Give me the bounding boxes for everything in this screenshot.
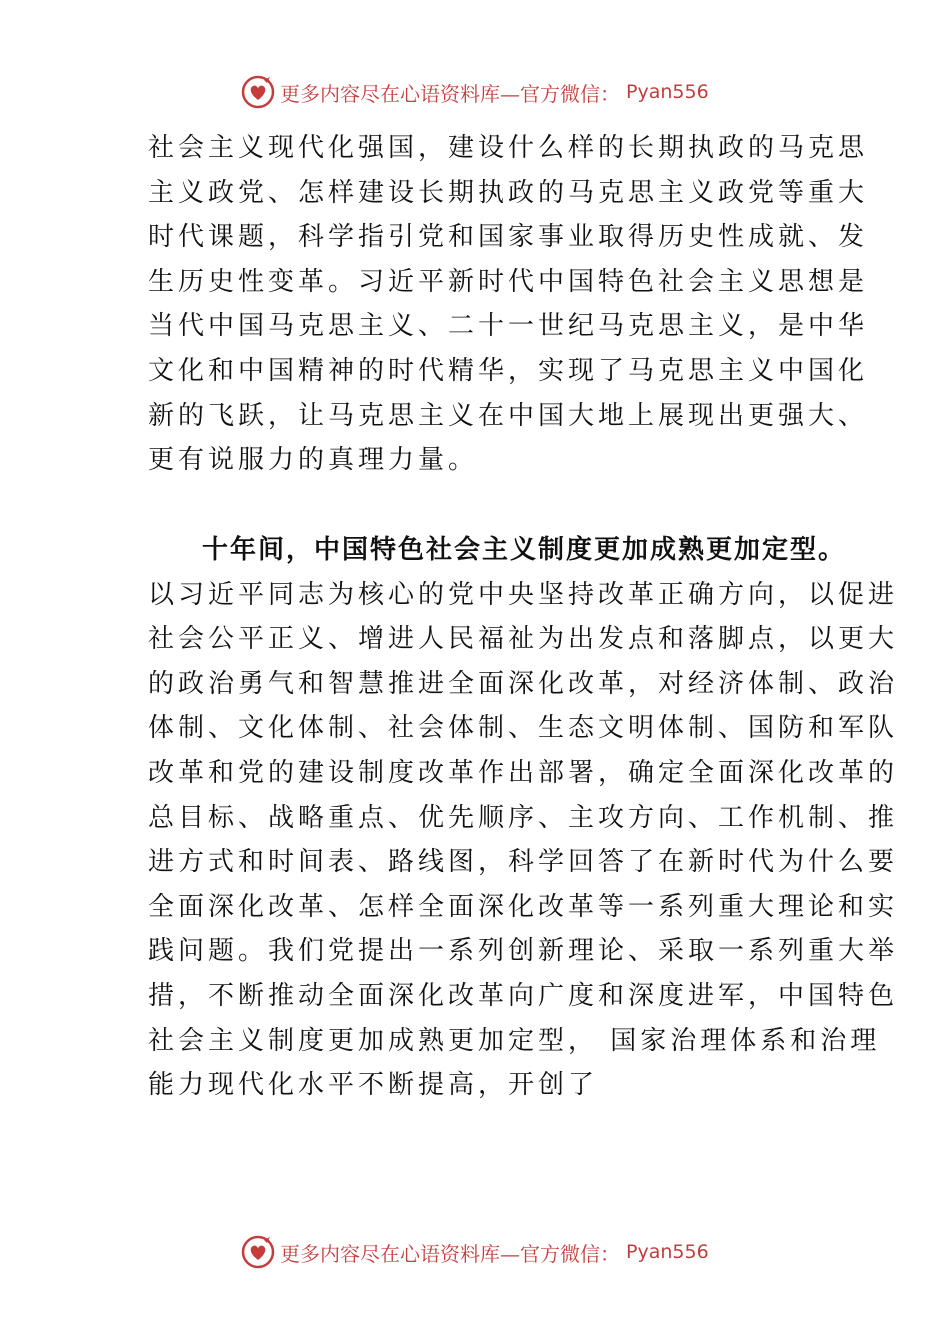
section-heading: 十年间，中国特色社会主义制度更加成熟更加定型。 <box>202 535 847 565</box>
text-line: 新的飞跃，让马克思主义在中国大地上展现出更强大、 <box>148 400 869 431</box>
header-banner <box>240 72 709 112</box>
text-line: 社会主义现代化强国，建设什么样的长期执政的马克思 <box>148 133 869 163</box>
text-line: 更有说服力的真理力量。 <box>148 445 479 476</box>
text-line: 主义政党、怎样建设长期执政的马克思主义政党等重大 <box>148 177 869 208</box>
text-line: 全面深化改革、怎样全面深化改革等一系列重大理论和实 <box>148 891 899 922</box>
text-line: 能力现代化水平不断提高，开创了 <box>148 1070 599 1101</box>
banner-text: 更多内容尽在心语资料库—官方微信： <box>280 81 620 106</box>
wechat-id: Pyan556 <box>626 1241 709 1263</box>
wechat-id: Pyan556 <box>626 81 709 103</box>
heart-pen-logo-icon <box>240 74 276 110</box>
text-line: 的政治勇气和智慧推进全面深化改革，对经济体制、政治 <box>148 668 899 699</box>
text-line: 社会公平正义、增进人民福祉为出发点和落脚点，以更大 <box>148 624 899 655</box>
text-line: 体制、文化体制、社会体制、生态文明体制、国防和军队 <box>148 713 899 744</box>
text-line: 践问题。我们党提出一系列创新理论、采取一系列重大举 <box>148 936 899 967</box>
text-line: 进方式和时间表、路线图，科学回答了在新时代为什么要 <box>148 847 899 878</box>
paragraph-2 <box>148 528 899 1108</box>
text-line: 文化和中国精神的时代精华，实现了马克思主义中国化 <box>148 355 869 386</box>
text-line: 以习近平同志为核心的党中央坚持改革正确方向，以促进 <box>148 579 899 610</box>
text-line: 当代中国马克思主义、二十一世纪马克思主义，是中华 <box>148 311 869 342</box>
text-line: 生历史性变革。习近平新时代中国特色社会主义思想是 <box>148 266 869 297</box>
heart-pen-logo-icon <box>240 1234 276 1270</box>
text-line: 社会主义制度更加成熟更加定型， 国家治理体系和治理 <box>148 1025 881 1056</box>
text-line: 总目标、战略重点、优先顺序、主攻方向、工作机制、推 <box>148 802 899 833</box>
banner-text: 更多内容尽在心语资料库—官方微信： <box>280 1241 620 1266</box>
text-line: 改革和党的建设制度改革作出部署，确定全面深化改革的 <box>148 757 899 788</box>
text-line: 措，不断推动全面深化改革向广度和深度进军，中国特色 <box>148 980 899 1011</box>
text-line: 时代课题，科学指引党和国家事业取得历史性成就、发 <box>148 222 869 253</box>
paragraph-1 <box>148 126 869 483</box>
footer-banner <box>240 1232 709 1272</box>
